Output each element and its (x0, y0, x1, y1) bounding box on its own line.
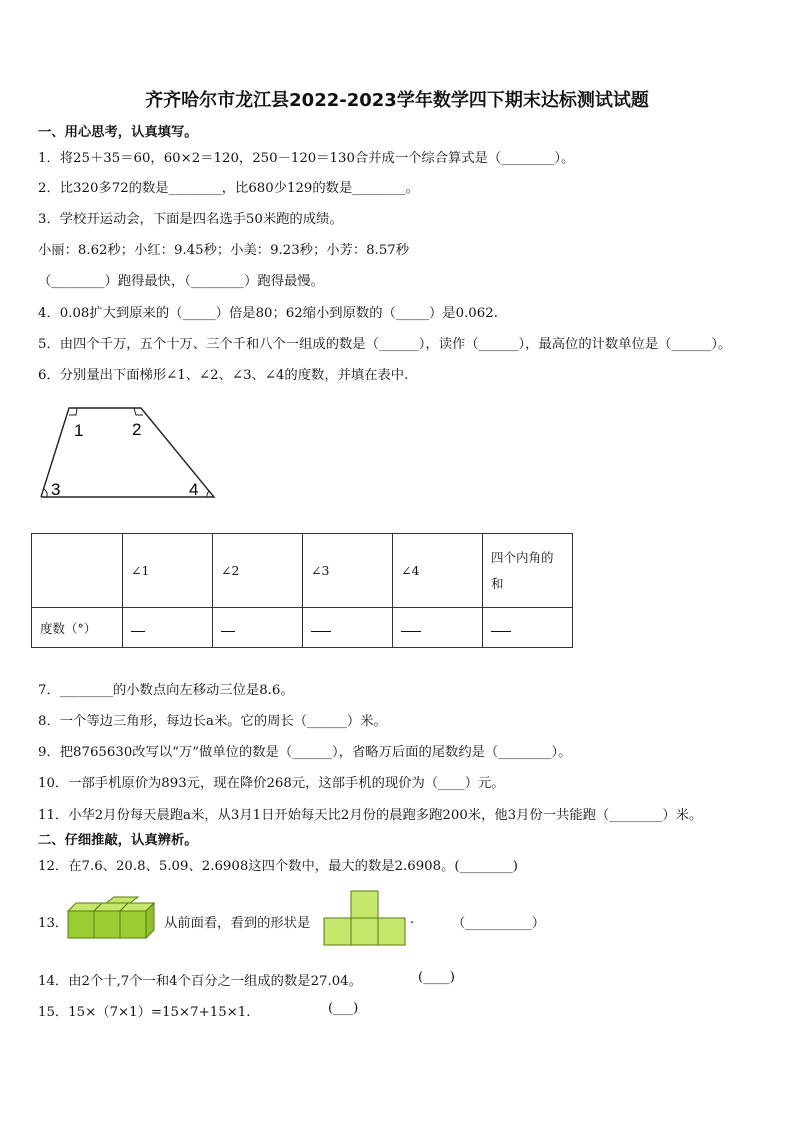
table-header-empty (32, 534, 123, 608)
angle-label-3: 3 (51, 480, 61, 499)
question-4: 4．0.08扩大到原来的（_____）倍是80；62缩小到原数的（_____）是0.062. (38, 306, 498, 321)
question-13-period: . (410, 912, 415, 927)
section-1-heading: 一、用心思考，认真填写。 (38, 125, 198, 140)
table-cell-angle-1[interactable] (123, 608, 213, 648)
question-13-number: 13． (38, 916, 69, 931)
question-15: 15．15×（7×1）=15×7+15×1. (38, 1005, 251, 1020)
angle-label-1: 1 (74, 421, 84, 440)
question-14: 14．由2个十,7个一和4个百分之一组成的数是27.04。 (38, 974, 362, 989)
question-3-blank: （________）跑得最快，（________）跑得最慢。 (38, 274, 324, 289)
table-cell-angle-2[interactable] (213, 608, 303, 648)
table-header-sum-line1: 四个内角的 (491, 549, 554, 565)
table-row-label: 度数（°） (32, 608, 123, 648)
table-header-sum-line2: 和 (491, 575, 504, 591)
question-15-blank[interactable]: (___) (328, 1001, 359, 1016)
question-13-blank[interactable]: （__________） (452, 916, 546, 931)
question-7: 7．________的小数点向左移动三位是8.6。 (38, 683, 294, 698)
front-view-figure (323, 891, 407, 947)
table-cell-angle-3[interactable] (303, 608, 393, 648)
question-11: 11．小华2月份每天晨跑a米，从3月1日开始每天比2月份的晨跑多跑200米，他3月份一共能跑（________）米。 (38, 808, 703, 823)
question-9: 9．把8765630改写以“万”做单位的数是（______），省略万后面的尾数约是（________）。 (38, 745, 572, 760)
table-cell-sum[interactable] (483, 608, 573, 648)
table-header-sum (483, 534, 573, 608)
cube-stack-figure (66, 897, 166, 947)
question-8: 8．一个等边三角形，每边长a米。它的周长（______）米。 (38, 714, 387, 729)
trapezoid-figure (36, 400, 236, 510)
table-header-angle-1: ∠1 (123, 534, 213, 608)
question-10: 10．一部手机原价为893元，现在降价268元，这部手机的现价为（____）元。 (38, 776, 505, 791)
table-header-angle-3: ∠3 (303, 534, 393, 608)
question-5: 5．由四个千万，五个十万、三个千和八个一组成的数是（______），读作（______），最高位的计数单位是（______）。 (38, 337, 732, 352)
question-3: 3．学校开运动会，下面是四名选手50米跑的成绩。 (38, 212, 343, 227)
table-cell-angle-4[interactable] (393, 608, 483, 648)
question-12: 12．在7.6、20.8、5.09、2.6908这四个数中，最大的数是2.6908。(________) (38, 859, 518, 874)
angle-label-2: 2 (132, 420, 142, 439)
question-13-text: 从前面看，看到的形状是 (164, 916, 311, 931)
question-14-blank[interactable]: (____) (418, 970, 455, 985)
question-3-data: 小丽：8.62秒；小红：9.45秒；小美：9.23秒；小芳：8.57秒 (38, 243, 410, 258)
table-header-angle-4: ∠4 (393, 534, 483, 608)
question-1: 1．将25＋35＝60，60×2＝120，250－120＝130合并成一个综合算式是（________）。 (38, 151, 575, 166)
question-6: 6．分别量出下面梯形∠1、∠2、∠3、∠4的度数，并填在表中. (38, 368, 409, 383)
angle-table (31, 533, 573, 648)
section-2-heading: 二、仔细推敲，认真辨析。 (38, 833, 198, 848)
question-2: 2．比320多72的数是________，比680少129的数是________。 (38, 181, 419, 196)
table-header-angle-2: ∠2 (213, 534, 303, 608)
angle-label-4: 4 (189, 480, 199, 499)
page-title: 齐齐哈尔市龙江县2022-2023学年数学四下期末达标测试试题 (145, 90, 649, 111)
